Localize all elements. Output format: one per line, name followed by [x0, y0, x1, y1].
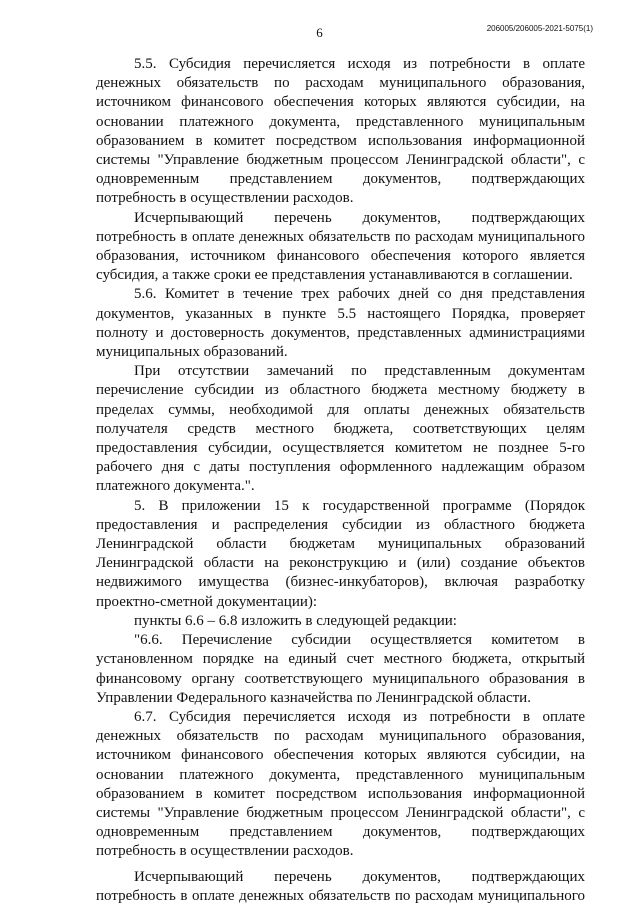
paragraph-documents-list: Исчерпывающий перечень документов, подтверждающих потребность в оплате денежных обязательств по расходам муниципального образования, источником финансового обеспечения которого является субсидия, а также сроки ее представления устанавливаются в соглашении. [96, 209, 585, 284]
paragraph-points-instruction: пункты 6.6 – 6.8 изложить в следующей редакции: [134, 612, 457, 629]
paragraph-5-6: 5.6. Комитет в течение трех рабочих дней со дня представления документов, указанных в пункте 5.5 настоящего Порядка, проверяет полноту и достоверность документов, представленных администрациями муниципальных образований. [96, 286, 585, 361]
document-body [96, 55, 585, 906]
paragraph-6-7: 6.7. Субсидия перечисляется исходя из потребности в оплате денежных обязательств по расходам муниципального образования, источником финансового обеспечения которых являются субсидии, на основании платежного документа, представленного муниципальным образованием в комитет посредством использования информационной системы "Управление бюджетным процессом Ленинградской области", с одновременным представлением документов, подтверждающих потребность в осуществлении расходов. [96, 708, 585, 860]
paragraph-documents-list-continued: Исчерпывающий перечень документов, подтверждающих потребность в оплате денежных обязательств по расходам муниципального [96, 868, 585, 904]
paragraph-transfer-conditions: При отсутствии замечаний по представленным документам перечисление субсидии из областного бюджета местному бюджету в пределах суммы, необходимой для оплаты денежных обязательств получателя средств местного бюджета, соответствующих целям предоставления субсидии, осуществляется комитетом не позднее 5-го рабочего дня с даты поступления оформленного надлежащим образом платежного документа.". [96, 363, 585, 495]
paragraph-6-6: "6.6. Перечисление субсидии осуществляется комитетом в установленном порядке на единый счет местного бюджета, открытый финансовому органу соответствующего муниципального образования в Управлении Федерального казначейства по Ленинградской области. [96, 632, 585, 706]
page-number: 6 [316, 25, 323, 40]
document-id: 206005/206005-2021-5075(1) [486, 24, 593, 33]
paragraph-5-5: 5.5. Субсидия перечисляется исходя из потребности в оплате денежных обязательств по расходам муниципального образования, источником финансового обеспечения которых являются субсидии, на основании платежного документа, представленного муниципальным образованием в комитет посредством использования информационной системы "Управление бюджетным процессом Ленинградской области", с одновременным представлением документов, подтверждающих потребность в осуществлении расходов. [96, 56, 585, 207]
paragraph-amendment-5: 5. В приложении 15 к государственной программе (Порядок предоставления и распределения субсидии из областного бюджета Ленинградской области бюджетам муниципальных образований Ленинградской области на реконструкцию и (или) создание объектов недвижимого имущества (бизнес-инкубаторов), включая разработку проектно-сметной документации): [96, 497, 585, 610]
